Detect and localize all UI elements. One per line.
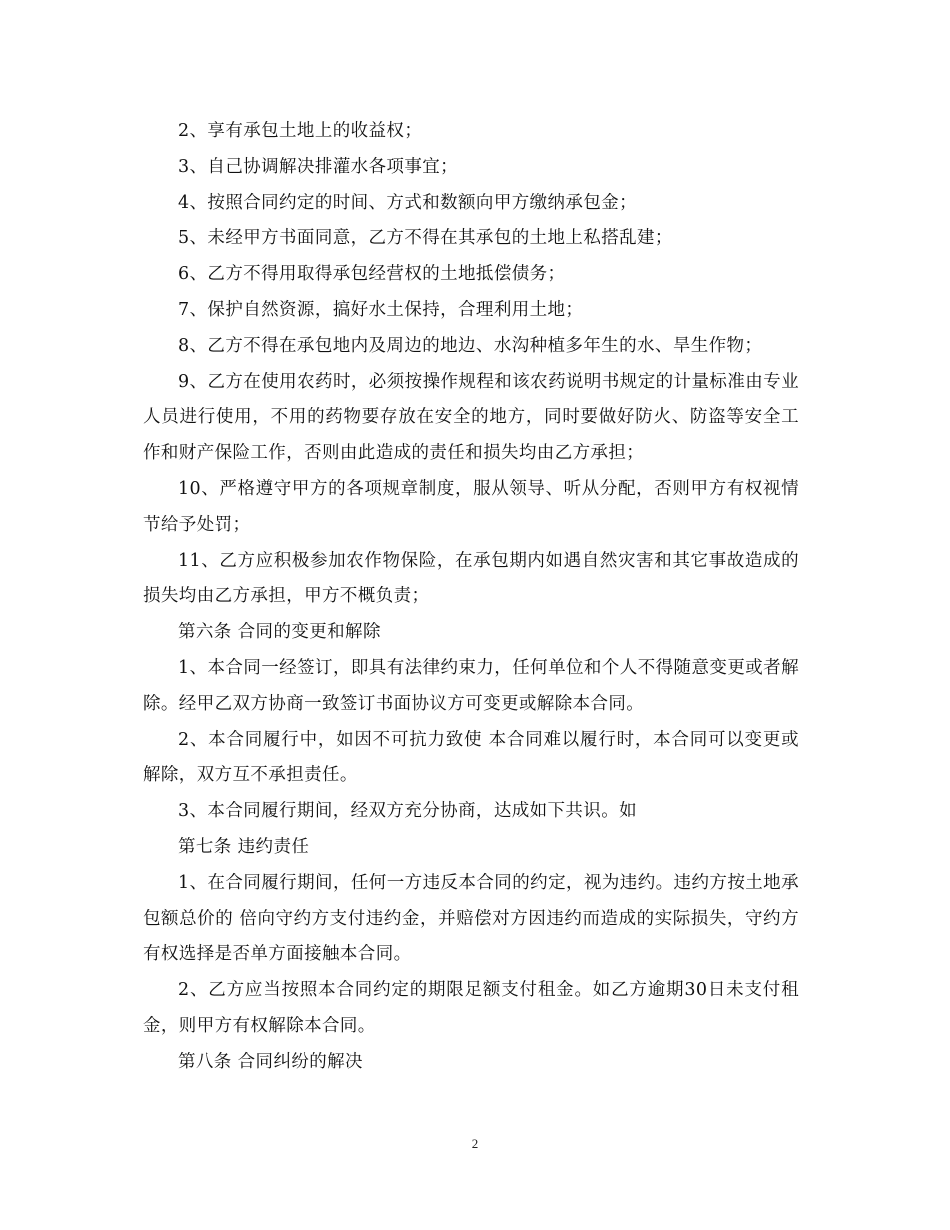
clause-paragraph: 2、本合同履行中，如因不可抗力致使 本合同难以履行时，本合同可以变更或解除，双方互不承担责任。	[143, 729, 799, 786]
clause-paragraph: 5、未经甲方书面同意，乙方不得在其承包的土地上私搭乱建；	[178, 228, 673, 249]
clause-paragraph: 7、保护自然资源，搞好水土保持，合理利用土地；	[178, 299, 584, 320]
clause-paragraph: 10、严格遵守甲方的各项规章制度，服从领导、听从分配，否则甲方有权视情节给予处罚；	[143, 478, 799, 535]
clause-paragraph: 9、乙方在使用农药时，必须按操作规程和该农药说明书规定的计量标准由专业人员进行使用，不用的药物要存放在安全的地方，同时要做好防火、防盗等安全工作和财产保险工作，否则由此造成的责任和损失均由乙方承担；	[143, 371, 799, 464]
clause-paragraph: 1、在合同履行期间，任何一方违反本合同的约定，视为违约。违约方按土地承包额总价的 倍向守约方支付违约金，并赔偿对方因违约而造成的实际损失，守约方有权选择是否单方面接触本合同。	[143, 872, 799, 965]
document-body	[143, 114, 799, 1081]
clause-paragraph: 6、乙方不得用取得承包经营权的土地抵偿债务；	[178, 264, 566, 285]
clause-paragraph: 2、享有承包土地上的收益权；	[178, 121, 423, 141]
clause-paragraph: 3、自己协调解决排灌水各项事宜；	[178, 156, 459, 177]
clause-paragraph: 2、乙方应当按照本合同约定的期限足额支付租金。如乙方逾期30日未支付租金，则甲方有权解除本合同。	[143, 980, 799, 1036]
clause-paragraph: 11、乙方应积极参加农作物保险，在承包期内如遇自然灾害和其它事故造成的损失均由乙方承担，甲方不概负责；	[143, 550, 799, 607]
clause-paragraph: 8、乙方不得在承包地内及周边的地边、水沟种植多年生的水、旱生作物；	[178, 335, 763, 356]
clause-paragraph: 3、本合同履行期间，经双方充分协商，达成如下共识。如	[178, 801, 638, 822]
section-heading: 第六条 合同的变更和解除	[178, 622, 381, 643]
section-heading: 第七条 违约责任	[178, 836, 310, 857]
clause-paragraph: 4、按照合同约定的时间、方式和数额向甲方缴纳承包金；	[178, 192, 638, 213]
clause-paragraph: 1、本合同一经签订，即具有法律约束力，任何单位和个人不得随意变更或者解除。经甲乙双方协商一致签订书面协议方可变更或解除本合同。	[143, 657, 799, 714]
page-number: 2	[471, 1136, 479, 1151]
section-heading: 第八条 合同纠纷的解决	[178, 1051, 363, 1072]
